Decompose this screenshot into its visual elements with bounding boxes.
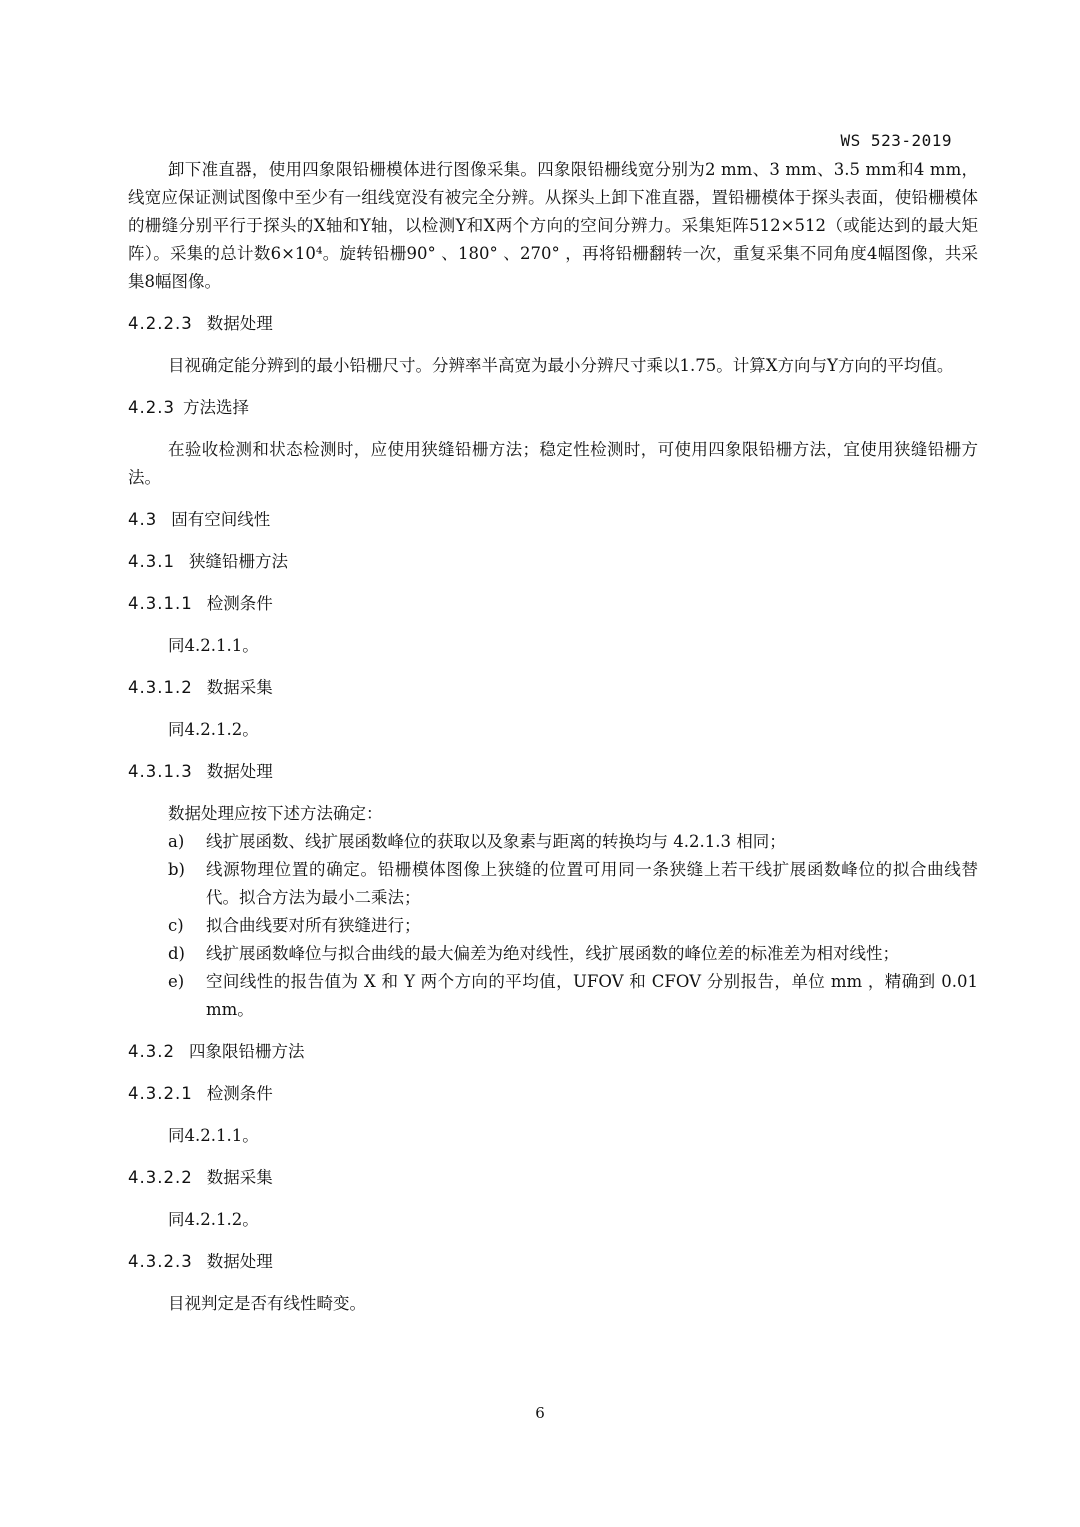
section-title: 数据处理: [206, 314, 273, 333]
section-heading-4-3-2: [128, 1038, 978, 1066]
list-item: [128, 828, 978, 856]
paragraph-processing-intro: 数据处理应按下述方法确定：: [168, 804, 383, 823]
list-marker: a): [168, 832, 185, 851]
list-marker: e): [168, 972, 185, 991]
section-heading-4-3-1-2: [128, 674, 978, 702]
section-number: 4.3.2.1: [128, 1084, 193, 1103]
paragraph-visual-distortion: 目视判定是否有线性畸变。: [168, 1294, 366, 1313]
list-item: [128, 912, 978, 940]
section-number: 4.3.1: [128, 552, 175, 571]
section-title: 固有空间线性: [171, 510, 271, 529]
list-marker: b): [168, 860, 185, 879]
paragraph-same-as-4-2-1-1: 同4.2.1.1。: [168, 636, 259, 655]
section-heading-4-3-1: [128, 548, 978, 576]
list-item-text: 拟合曲线要对所有狭缝进行；: [206, 916, 421, 935]
section-title: 四象限铅栅方法: [188, 1042, 305, 1061]
list-item-text: 线扩展函数、线扩展函数峰位的获取以及象素与距离的转换均与 4.2.1.3 相同；: [206, 832, 786, 851]
section-heading-4-3-1-1: [128, 590, 978, 618]
list-marker: c): [168, 916, 184, 935]
list-marker: d): [168, 944, 185, 963]
list-item-text: 线扩展函数峰位与拟合曲线的最大偏差为绝对线性，线扩展函数的峰位差的标准差为相对线性；: [206, 944, 899, 963]
section-title: 数据采集: [206, 678, 273, 697]
paragraph-same-as-4-2-1-1: 同4.2.1.1。: [168, 1126, 259, 1145]
section-title: 数据采集: [206, 1168, 273, 1187]
paragraph-image-acquisition: 卸下准直器，使用四象限铅栅模体进行图像采集。四象限铅栅线宽分别为2 mm、3 mm、3.5 mm和4 mm，线宽应保证测试图像中至少有一组线宽没有被完全分辨。从探头上卸下准直器，置铅栅模体于探头表面，使铅栅模体的栅缝分别平行于探头的X轴和Y轴，以检测Y和X两个方向的空间分辨力。采集矩阵512×512（或能达到的最大矩阵）。采集的总计数6×10⁴。旋转铅栅90° 、180° 、270° ，再将铅栅翻转一次，重复采集不同角度4幅图像，共采集8幅图像。: [128, 160, 978, 291]
section-number: 4.2.3: [128, 398, 175, 417]
section-heading-4-3-2-1: [128, 1080, 978, 1108]
document-body: [128, 156, 978, 1332]
section-heading-4-3: [128, 506, 978, 534]
section-title: 方法选择: [182, 398, 249, 417]
section-title: 检测条件: [206, 594, 273, 613]
standard-code: WS 523-2019: [840, 131, 952, 150]
section-number: 4.2.2.3: [128, 314, 193, 333]
section-number: 4.3.2.3: [128, 1252, 193, 1271]
section-number: 4.3.2.2: [128, 1168, 193, 1187]
section-number: 4.3.1.3: [128, 762, 193, 781]
paragraph-method-selection: 在验收检测和状态检测时，应使用狭缝铅栅方法；稳定性检测时，可使用四象限铅栅方法，宜使用狭缝铅栅方法。: [128, 440, 978, 487]
page-number: 6: [535, 1404, 545, 1422]
processing-steps-list: [128, 828, 978, 1024]
section-heading-4-2-2-3: [128, 310, 978, 338]
section-heading-4-3-1-3: [128, 758, 978, 786]
section-number: 4.3: [128, 510, 158, 529]
section-title: 狭缝铅栅方法: [188, 552, 288, 571]
paragraph-data-processing: 目视确定能分辨到的最小铅栅尺寸。分辨率半高宽为最小分辨尺寸乘以1.75。计算X方向与Y方向的平均值。: [168, 356, 954, 375]
list-item-text: 空间线性的报告值为 X 和 Y 两个方向的平均值，UFOV 和 CFOV 分别报告，单位 mm ，精确到 0.01 mm。: [206, 972, 978, 1019]
section-heading-4-3-2-3: [128, 1248, 978, 1276]
list-item: [128, 940, 978, 968]
list-item: [128, 968, 978, 1024]
section-heading-4-2-3: [128, 394, 978, 422]
paragraph-same-as-4-2-1-2: 同4.2.1.2。: [168, 1210, 259, 1229]
section-heading-4-3-2-2: [128, 1164, 978, 1192]
section-title: 数据处理: [206, 762, 273, 781]
section-title: 数据处理: [206, 1252, 273, 1271]
section-number: 4.3.1.1: [128, 594, 193, 613]
section-title: 检测条件: [206, 1084, 273, 1103]
list-item-text: 线源物理位置的确定。铅栅模体图像上狭缝的位置可用同一条狭缝上若干线扩展函数峰位的拟合曲线替代。拟合方法为最小二乘法；: [206, 860, 978, 907]
section-number: 4.3.1.2: [128, 678, 193, 697]
paragraph-same-as-4-2-1-2: 同4.2.1.2。: [168, 720, 259, 739]
section-number: 4.3.2: [128, 1042, 175, 1061]
list-item: [128, 856, 978, 912]
